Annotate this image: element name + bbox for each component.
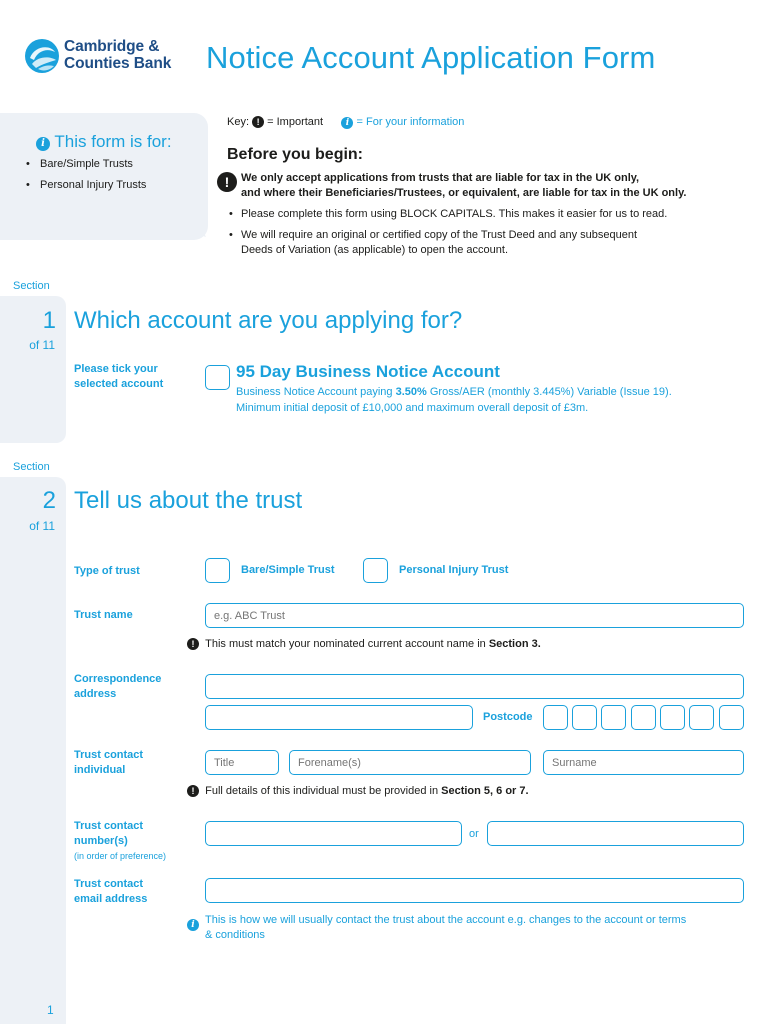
email-label-line-2: email address [74,893,148,905]
address-label-line-1: Correspondence [74,673,162,685]
bare-simple-trust-label: Bare/Simple Trust [241,564,335,576]
desc-rate: 3.50% [395,386,427,398]
tax-warning [241,171,741,201]
intro-heading [36,132,172,152]
postcode-char-box[interactable] [543,705,568,730]
account-name: 95 Day Business Notice Account [236,362,500,381]
postcode-char-box[interactable] [601,705,626,730]
brand-name [64,38,171,72]
warning-line-1: We only accept applications from trusts that are liable for tax in the UK only, [241,172,640,184]
important-icon: ! [252,116,264,128]
contact-individual-label [74,748,143,778]
section-1-title: Which account are you applying for? [74,307,463,334]
info-icon: i [36,137,50,151]
postcode-char-box[interactable] [572,705,597,730]
desc-line-2: Minimum initial deposit of £10,000 and maximum overall deposit of £3m. [236,402,589,414]
list-item: • Please complete this form using BLOCK CAPITALS. This makes it easier for us to read. [227,207,737,222]
key-prefix: Key: [227,116,250,128]
type-of-trust-label: Type of trust [74,565,140,577]
contact-note-bold: Section 5, 6 or 7. [441,785,529,797]
info-icon: i [341,117,353,129]
address-label [74,672,161,702]
contact-title-input[interactable] [205,750,279,775]
name-note-bold: Section 3. [488,638,541,650]
email-note [205,913,745,943]
postcode-label: Postcode [483,711,533,723]
address-label-line-2: address [74,688,117,700]
contact-label-line-1: Trust contact [74,749,144,761]
intro-heading-text: This form is for: [54,132,172,151]
email-note-line-2: & conditions [205,929,265,941]
name-note-pre: This must match your nominated current account name in [205,638,489,650]
warning-line-2: and where their Beneficiaries/Trustees, or equivalent, are liable for tax in the UK only. [241,187,687,199]
contact-label-line-2: individual [74,764,126,776]
personal-injury-trust-label: Personal Injury Trust [399,564,509,576]
bullet2-line-1: • We will require an original or certified copy of the Trust Deed and any subsequent [241,229,638,241]
key-info-text: = For your information [356,116,465,128]
tick-account-label [74,362,163,392]
tick-label-line-1: Please tick your [74,363,158,375]
bare-simple-trust-checkbox[interactable] [205,558,230,583]
contact-number-1-input[interactable] [205,821,462,846]
trust-name-label: Trust name [74,609,133,621]
number-label-line-2: number(s) [74,835,128,847]
contact-forename-input[interactable] [289,750,531,775]
section-2-title: Tell us about the trust [74,487,303,514]
section-2-of: of 11 [29,519,55,533]
postcode-char-box[interactable] [660,705,685,730]
or-label: or [469,828,479,840]
bubble-tail [172,205,206,237]
contact-number-label [74,819,143,849]
personal-injury-trust-checkbox[interactable] [363,558,388,583]
account-95-day-checkbox[interactable] [205,365,230,390]
postcode-char-box[interactable] [631,705,656,730]
key-important-text: = Important [267,116,324,128]
key-legend [227,116,464,129]
brand-line-1: Cambridge & [64,38,160,55]
postcode-char-box[interactable] [719,705,744,730]
section-2-panel [0,477,66,1024]
number-order-hint: (in order of preference) [74,851,167,861]
contact-surname-input[interactable] [543,750,744,775]
swirl-logo-icon [24,38,60,74]
section-1-of: of 11 [29,338,55,352]
brand-line-2: Counties Bank [64,55,172,72]
contact-note-pre: Full details of this individual must be provided in [205,785,442,797]
info-icon [187,914,199,932]
contact-individual-note [187,785,529,797]
contact-email-input[interactable] [205,878,744,903]
form-title: Notice Account Application Form [206,40,656,75]
trust-name-input[interactable] [205,603,744,628]
email-label-line-1: Trust contact [74,878,144,890]
tick-label-line-2: selected account [74,378,164,390]
section-2-number: 2 [42,487,56,514]
contact-number-2-input[interactable] [487,821,744,846]
before-list [227,207,737,264]
desc-pre: Business Notice Account paying [236,386,396,398]
postcode-char-box[interactable] [689,705,714,730]
desc-post: Gross/AER (monthly 3.445%) Variable (Issue 19). [426,386,672,398]
account-description [236,384,736,416]
info-icon: i [187,919,199,931]
section-1-number: 1 [42,307,56,334]
before-heading: Before you begin: [227,146,364,163]
important-icon: ! [187,785,199,797]
trust-name-note [187,638,541,650]
important-icon: ! [217,172,237,192]
list-item: • Bare/Simple Trusts [24,158,146,170]
address-line-2-input[interactable] [205,705,473,730]
email-note-line-1: This is how we will usually contact the trust about the account e.g. changes to the account or terms [205,914,687,926]
list-item: • Personal Injury Trusts [24,179,146,191]
list-item [227,228,737,258]
page-number: 1 [47,1003,54,1017]
address-line-1-input[interactable] [205,674,744,699]
important-icon: ! [187,638,199,650]
bullet2-line-2: Deeds of Variation (as applicable) to open the account. [241,244,509,256]
section-1-label: Section [13,280,50,292]
intro-list [24,158,146,200]
section-2-label: Section [13,461,50,473]
contact-email-label [74,877,147,907]
number-label-line-1: Trust contact [74,820,144,832]
